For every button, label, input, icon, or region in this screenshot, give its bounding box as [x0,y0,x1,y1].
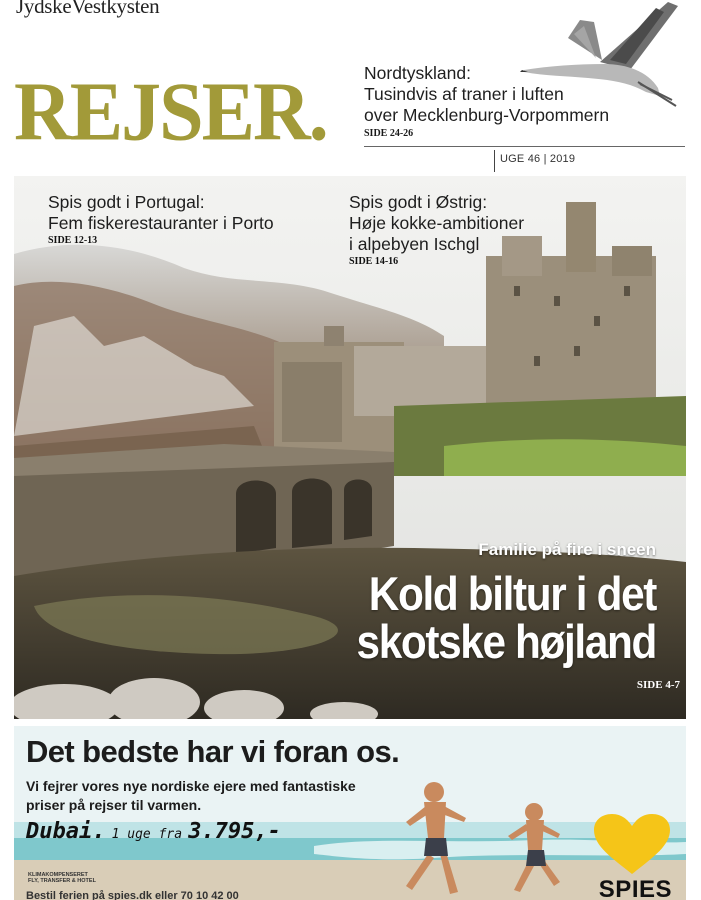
teaser-headline: i alpebyen Ischgl [349,234,480,254]
lead-title-line: Kold biltur i det [368,567,656,620]
teaser-headline: Høje kokke-ambitioner [349,213,525,233]
teaser-kicker: Spis godt i Østrig: [349,192,488,212]
lead-story-title[interactable] [296,567,656,668]
ad-headline: Det bedste har vi foran os. [26,734,400,769]
climate-badge [28,872,138,884]
ad-subline [26,777,426,815]
publisher-logo: JydskeVestkysten [16,0,160,18]
hero-teaser-austria[interactable] [349,192,639,267]
ad-cta[interactable]: Bestil ferien på spies.dk eller 70 10 42 00 [26,890,239,900]
teaser-page-ref: SIDE 12-13 [48,235,98,246]
header-rule [364,146,685,147]
price-duration: 1 uge fra [111,827,183,842]
teaser-page-ref: SIDE 14-16 [349,256,399,267]
spies-advertisement[interactable] [14,726,686,900]
spies-logo[interactable]: SPIES [598,876,672,900]
spies-heart-icon [592,814,672,876]
climate-badge-line: FLY, TRANSFER & HOTEL [28,878,96,884]
issue-separator [494,150,495,172]
crane-bird-illustration [518,0,678,108]
teaser-kicker: Spis godt i Portugal: [48,192,205,212]
ad-subline-row: priser på rejser til varmen. [26,797,202,813]
hero-teaser-portugal[interactable] [48,192,308,246]
teaser-headline: over Mecklenburg-Vorpommern [364,105,610,125]
price-destination: Dubai. [26,819,106,844]
price-amount: 3.795,- [188,819,281,844]
lead-story-page-ref: SIDE 4-7 [636,679,680,691]
section-masthead: REJSER. [14,65,327,159]
ad-subline-row: Vi fejrer vores nye nordiske ejere med fantastiske [26,778,356,794]
teaser-kicker: Nordtyskland: [364,63,471,83]
hero-photo[interactable] [14,176,686,719]
lead-story-kicker: Familie på fire i sneen [478,540,656,559]
teaser-headline: Tusindvis af traner i luften [364,84,564,104]
ad-price-offer[interactable] [26,818,281,844]
teaser-page-ref: SIDE 24-26 [364,128,414,139]
lead-title-line: skotske højland [356,615,656,668]
teaser-headline: Fem fiskerestauranter i Porto [48,213,274,233]
issue-label: UGE 46 | 2019 [500,153,576,165]
climate-badge-line: KLIMAKOMPENSERET [28,872,88,878]
